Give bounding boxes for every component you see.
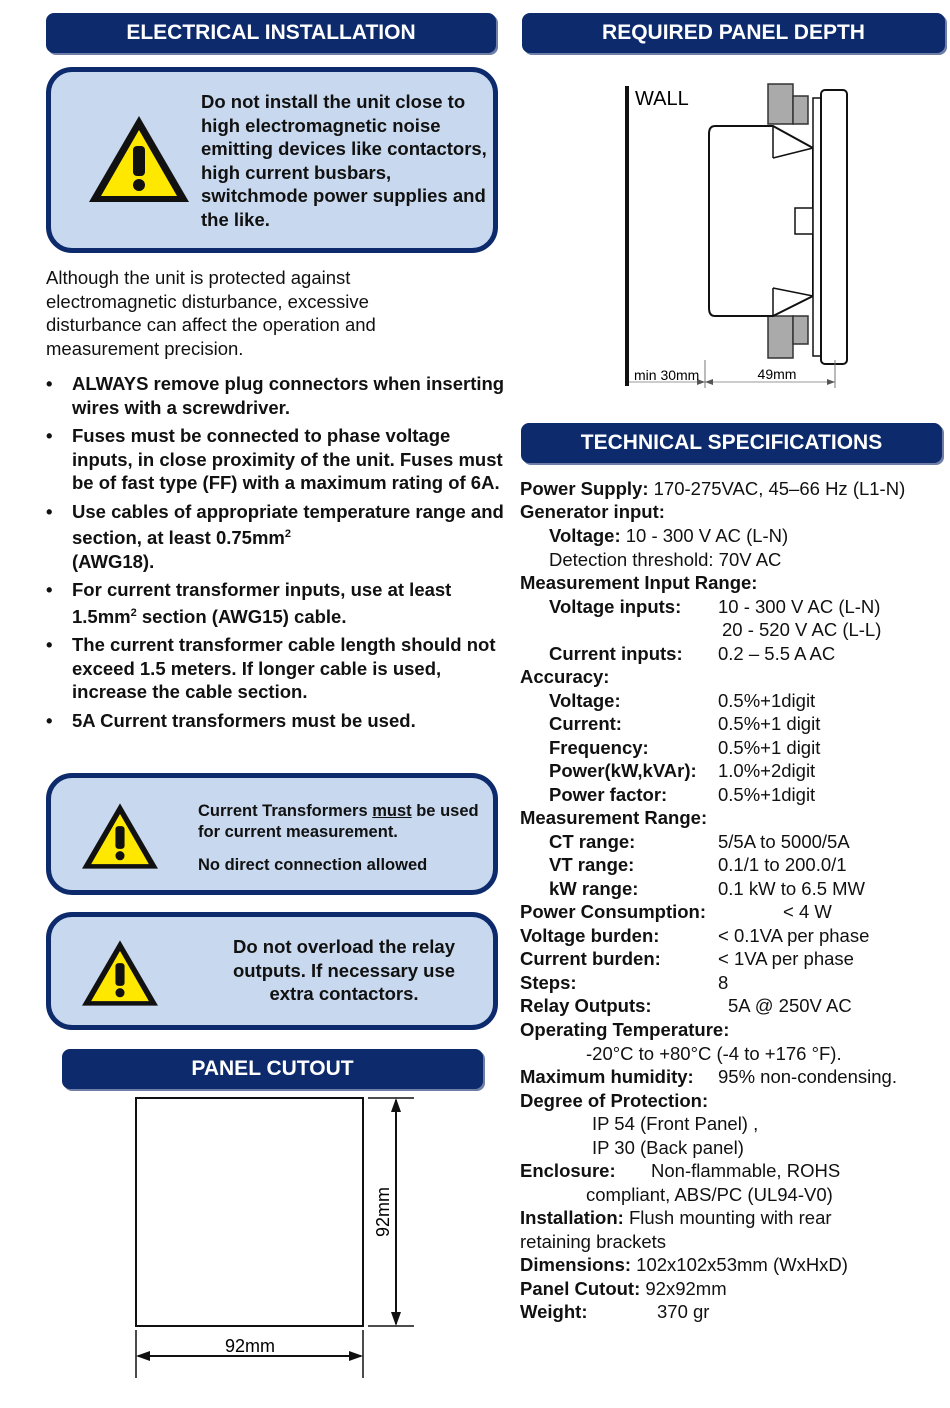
spec-operating-temperature-value: -20°C to +80°C (-4 to +176 °F). [586, 1043, 842, 1064]
bullet-item: • For current transformer inputs, use at least $1.5mm^2$ section (AWG15) cable. [46, 578, 506, 628]
cutout-width-label: 92mm [224, 1336, 276, 1356]
spec-installation: Installation: Flush mounting with rear [520, 1207, 832, 1228]
spec-panel-cutout: Panel Cutout: 92x92mm [520, 1278, 727, 1299]
bullet-item: • Use cables of appropriate temperature range and section, at least $0.75mm^2$ (AWG18). [46, 500, 506, 574]
spec-enclosure: Enclosure: Non-flammable, ROHS [520, 1160, 841, 1181]
wall-line [625, 86, 629, 386]
warning-triangle-icon [85, 112, 193, 206]
electrical-installation-header: ELECTRICAL INSTALLATION [46, 13, 496, 53]
spec-installation-cont: retaining brackets [520, 1231, 667, 1252]
bullet-item: • 5A Current transformers must be used. [46, 709, 506, 733]
cutout-height-label: 92mm [373, 1186, 393, 1238]
panel-depth-header: REQUIRED PANEL DEPTH [522, 13, 945, 53]
relay-warning-box [46, 912, 498, 1030]
bullet-item: • Fuses must be connected to phase voltage inputs, in close proximity of the unit. Fuses must be of fast type (FF) with a maximum rating of 6A. [46, 424, 506, 495]
spec-current-burden: Current burden: < 1VA per phase [520, 948, 854, 969]
panel-depth-diagram [615, 78, 855, 393]
panel-cutout-diagram [120, 1090, 430, 1385]
warning-triangle-icon [79, 937, 161, 1009]
spec-kw-range: kW range: 0.1 kW to 6.5 MW [549, 878, 866, 899]
spec-generator: Generator input: [520, 501, 665, 522]
spec-accuracy: Accuracy: [520, 666, 610, 687]
spec-measurement-input: Measurement Input Range: [520, 572, 758, 593]
spec-acc-frequency: Frequency: 0.5%+1 digit [549, 737, 821, 758]
intro-paragraph: Although the unit is protected against electromagnetic disturbance, excessive disturbance can affect the operation and measurement precision. [46, 267, 376, 359]
min-depth-label: min 30mm [634, 367, 700, 383]
cutout-square [136, 1098, 363, 1326]
bullet-item: • ALWAYS remove plug connectors when inserting wires with a screwdriver. [46, 372, 506, 419]
spec-voltage-burden: Voltage burden: < 0.1VA per phase [520, 925, 870, 946]
spec-protection: Degree of Protection: [520, 1090, 709, 1111]
spec-current-inputs: Current inputs: 0.2 – 5.5 A AC [549, 643, 836, 664]
spec-ct-range: CT range: 5/5A to 5000/5A [549, 831, 850, 852]
warning-triangle-icon [79, 800, 161, 872]
relay-warning-text: Do not overload the relay outputs. If necessary use extra contactors. [232, 936, 456, 1004]
spec-dimensions: Dimensions: 102x102x53mm (WxHxD) [520, 1254, 848, 1275]
technical-specifications-header: TECHNICAL SPECIFICATIONS [521, 423, 942, 463]
spec-power-supply: Power Supply: 170-275VAC, 45–66 Hz (L1-N) [520, 478, 906, 499]
ct-warning-box [46, 773, 498, 895]
installation-bullet-list [46, 372, 506, 737]
spec-steps: Steps: 8 [520, 972, 729, 993]
spec-protection-front: IP 54 (Front Panel) , [592, 1113, 759, 1134]
spec-vt-range: VT range: 0.1/1 to 200.0/1 [549, 854, 847, 875]
spec-enclosure-cont: compliant, ABS/PC (UL94-V0) [586, 1184, 833, 1205]
spec-humidity: Maximum humidity: 95% non-condensing. [520, 1066, 897, 1087]
spec-power-consumption: Power Consumption: < 4 W [520, 901, 832, 922]
bullet-item: • The current transformer cable length should not exceed 1.5 meters. If longer cable is used, increase the cable section. [46, 633, 506, 704]
wall-label: WALL [635, 88, 689, 110]
emc-warning-text: Do not install the unit close to high electromagnetic noise emitting devices like contactors, high current busbars, switchmode power supplies and the like. [201, 91, 487, 230]
spec-voltage-inputs: Voltage inputs: 10 - 300 V AC (L-N) [549, 596, 881, 617]
spec-acc-power-factor: Power factor: 0.5%+1digit [549, 784, 816, 805]
spec-voltage-inputs-ll: 20 - 520 V AC (L-L) [722, 619, 882, 640]
emc-warning-box [46, 67, 498, 253]
spec-protection-back: IP 30 (Back panel) [592, 1137, 744, 1158]
spec-gen-detection: Detection threshold: 70V AC [549, 549, 782, 570]
spec-acc-voltage: Voltage: 0.5%+1digit [549, 690, 816, 711]
depth-label: 49mm [757, 366, 797, 382]
spec-weight: Weight: 370 gr [520, 1301, 710, 1322]
spec-acc-current: Current: 0.5%+1 digit [549, 713, 821, 734]
spec-relay-outputs: Relay Outputs: 5A @ 250V AC [520, 995, 852, 1016]
panel-cutout-header: PANEL CUTOUT [62, 1049, 483, 1089]
spec-measurement-range: Measurement Range: [520, 807, 708, 828]
spec-acc-power: Power(kW,kVAr): 1.0%+2digit [549, 760, 816, 781]
ct-warning-text: Current Transformers must be used for current measurement. [198, 802, 479, 841]
spec-gen-voltage: Voltage: 10 - 300 V AC (L-N) [549, 525, 789, 546]
spec-operating-temperature: Operating Temperature: [520, 1019, 730, 1040]
ct-warning-note: No direct connection allowed [198, 856, 428, 874]
